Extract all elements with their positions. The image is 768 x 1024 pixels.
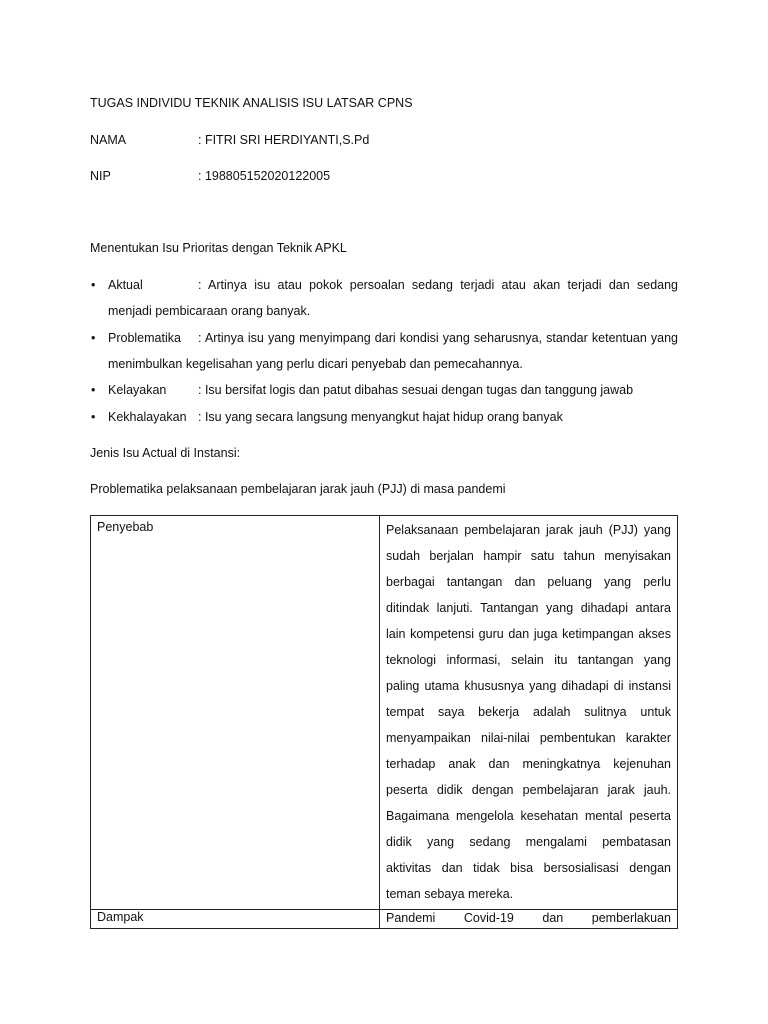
table-cell-label: Penyebab (91, 516, 380, 910)
bullet-term: Kekhalayakan (108, 410, 187, 424)
name-value: : FITRI SRI HERDIYANTI,S.Pd (198, 133, 370, 147)
nip-value: : 198805152020122005 (198, 169, 331, 183)
bullet-description: : Artinya isu atau pokok persoalan sedang terjadi atau akan terjadi dan sedang menjadi pembicaraan orang banyak. (108, 278, 678, 318)
bullet-term: Kelayakan (108, 383, 167, 397)
bullet-term: Problematika (108, 331, 181, 345)
section-heading: Menentukan Isu Prioritas dengan Teknik APKL (90, 241, 347, 255)
bullet-dot-icon: • (91, 331, 96, 345)
bullet-dot-icon: • (91, 410, 96, 424)
table-cell-text: Pandemi Covid-19 dan pemberlakuan (380, 910, 678, 929)
jenis-isu-heading: Jenis Isu Actual di Instansi: (90, 446, 241, 460)
bullet-description: : Isu yang secara langsung menyangkut hajat hidup orang banyak (198, 410, 563, 424)
bullet-description: : Artinya isu yang menyimpang dari kondisi yang seharusnya, standar ketentuan yang menimbulkan kegelisahan yang perlu dicari penyebab dan pemecahannya. (108, 331, 678, 371)
analysis-table (90, 515, 678, 929)
table-row (91, 516, 678, 910)
problem-title: Problematika pelaksanaan pembelajaran jarak jauh (PJJ) di masa pandemi (90, 482, 506, 496)
nip-label: NIP (90, 169, 111, 183)
document-title: TUGAS INDIVIDU TEKNIK ANALISIS ISU LATSAR CPNS (90, 96, 413, 110)
table-row (91, 910, 678, 929)
bullet-term: Aktual (108, 278, 143, 292)
bullet-dot-icon: • (91, 278, 96, 292)
table-cell-text: Pelaksanaan pembelajaran jarak jauh (PJJ) yang sudah berjalan hampir satu tahun menyisakan berbagai tantangan dan peluang yang perlu ditindak lanjuti. Tantangan yang dihadapi antara lain kompetensi guru dan juga ketimpangan akses teknologi informasi, selain itu tantangan yang paling utama khususnya yang dihadapi di instansi tempat saya bekerja adalah sulitnya untuk menyampaikan nilai-nilai pembentukan karakter terhadap anak dan meningkatnya kejenuhan peserta didik dengan pembelajaran jarak jauh. Bagaimana mengelola kesehatan mental peserta didik yang sedang mengalami pembatasan aktivitas dan tidak bisa bersosialisasi dengan teman sebaya mereka. (380, 516, 678, 910)
name-label: NAMA (90, 133, 127, 147)
bullet-description: : Isu bersifat logis dan patut dibahas sesuai dengan tugas dan tanggung jawab (198, 383, 634, 397)
bullet-dot-icon: • (91, 383, 96, 397)
table-cell-label: Dampak (91, 910, 380, 929)
